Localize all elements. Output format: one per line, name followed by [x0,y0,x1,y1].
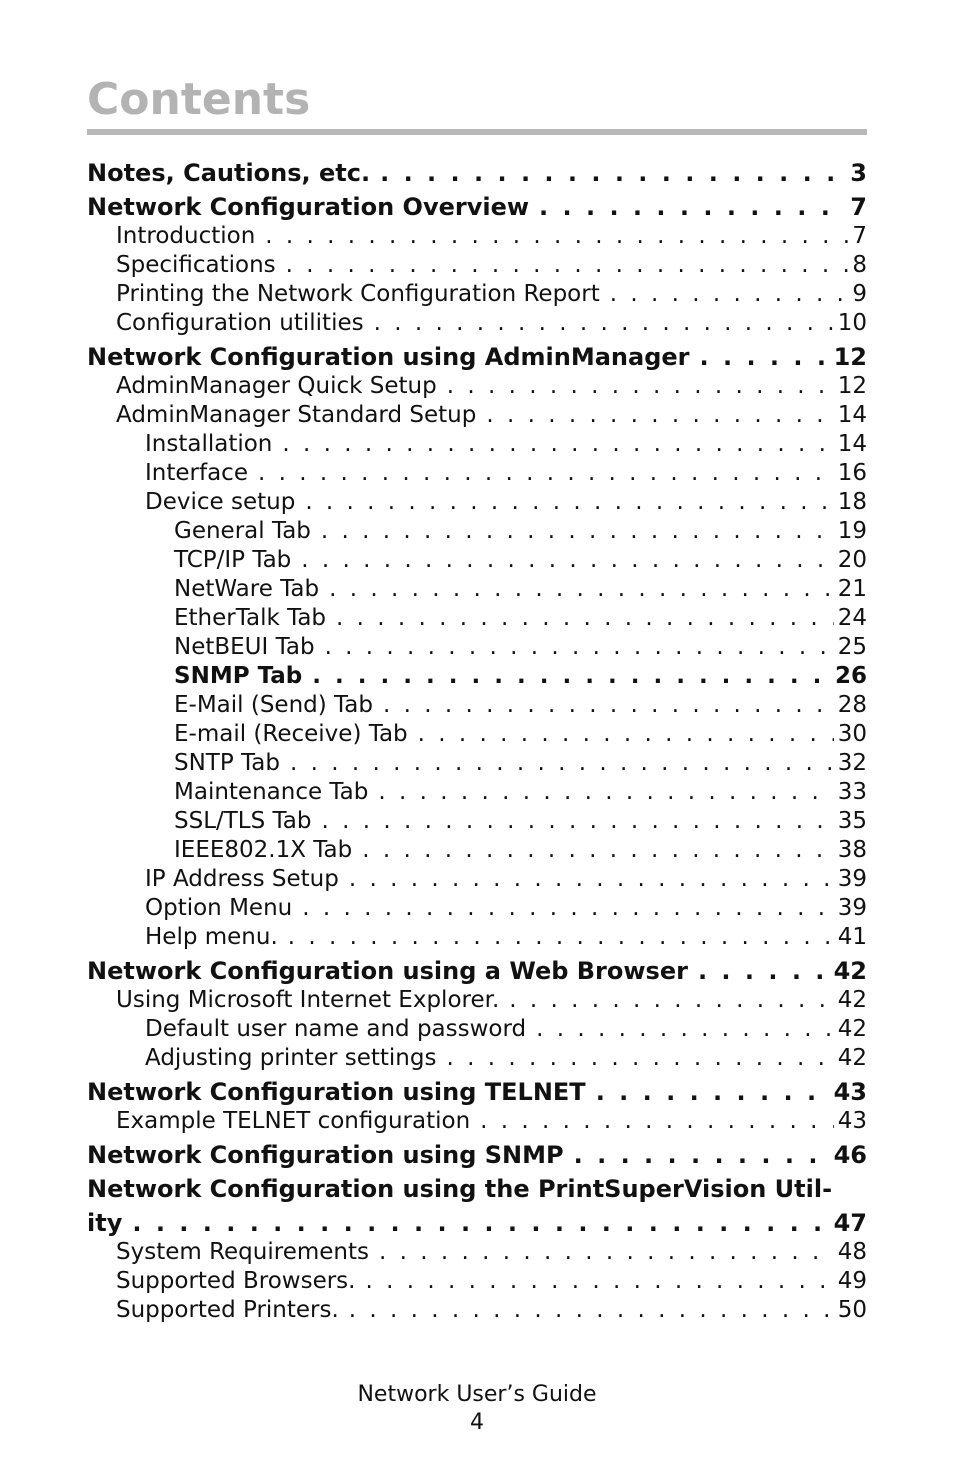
toc-entry-title: Network Configuration using a Web Browser [87,957,688,985]
toc-entry-page: 43 [833,1078,867,1106]
toc-entry-page: 50 [837,1297,867,1323]
toc-entry-title: SNTP Tab [174,750,280,776]
toc-entry[interactable] [87,865,867,894]
dot-leader [258,459,834,488]
toc-entry[interactable] [87,894,867,923]
toc-entry-title: NetBEUI Tab [174,634,315,660]
dot-leader [312,662,831,691]
toc-entry[interactable] [87,401,867,430]
toc-entry-page: 16 [837,460,867,486]
toc-entry-page: 41 [837,924,867,950]
toc-entry-page: 38 [837,837,867,863]
dot-leader [290,749,834,778]
toc-entry-title: Help menu. [145,924,278,950]
toc-entry[interactable] [87,1140,867,1170]
toc-entry[interactable] [87,633,867,662]
toc-entry-title: Device setup [145,489,296,515]
toc-entry-page: 49 [837,1268,867,1294]
toc-entry[interactable] [87,517,867,546]
toc-entry-title: E-mail (Receive) Tab [174,721,408,747]
dot-leader [380,158,846,188]
toc-entry[interactable] [87,1267,867,1296]
toc-entry[interactable] [87,1296,867,1325]
dot-leader [596,1077,830,1107]
toc-entry-page: 21 [837,576,867,602]
dot-leader [288,923,834,952]
toc-entry-page: 35 [837,808,867,834]
toc-entry[interactable] [87,222,867,251]
toc-entry-title: Installation [145,431,273,457]
toc-entry-title: Network Configuration using AdminManager [87,343,690,371]
toc-entry-page: 26 [834,663,867,689]
dot-leader [700,342,830,372]
toc-entry-page: 42 [837,1045,867,1071]
toc-entry[interactable] [87,192,867,222]
dot-leader [282,430,833,459]
toc-entry-title: Using Microsoft Internet Explorer. [116,987,500,1013]
toc-entry[interactable] [87,778,867,807]
toc-entry[interactable] [87,691,867,720]
toc-entry[interactable] [87,807,867,836]
toc-entry-title: EtherTalk Tab [174,605,327,631]
dot-leader [610,280,849,309]
dot-leader [378,778,833,807]
toc-entry-page: 25 [837,634,867,660]
dot-leader [286,251,849,280]
dot-leader [383,691,834,720]
toc-entry[interactable] [87,575,867,604]
toc-entry[interactable] [87,488,867,517]
toc-entry-page: 20 [837,547,867,573]
footer-guide-name: Network User’s Guide [357,1382,597,1407]
toc-entry-title: IP Address Setup [145,866,339,892]
toc-entry-page: 14 [837,431,867,457]
toc-entry[interactable] [87,604,867,633]
dot-leader [480,1107,834,1136]
toc-entry-title: NetWare Tab [174,576,320,602]
toc-entry[interactable] [87,836,867,865]
toc-entry[interactable] [87,372,867,401]
dot-leader [574,1140,830,1170]
toc-entry[interactable] [87,546,867,575]
toc-entry[interactable] [87,430,867,459]
dot-leader [325,633,834,662]
toc-entry-page: 7 [850,193,867,221]
toc-entry-page: 46 [833,1141,867,1169]
toc-entry-title: Network Configuration using TELNET [87,1078,586,1106]
toc-entry-page: 9 [852,281,867,307]
toc-entry-title: Configuration utilities [116,310,364,336]
dot-leader [265,222,848,251]
toc-entry-page: 39 [837,866,867,892]
page-footer [0,1381,954,1437]
toc-entry-title: E-Mail (Send) Tab [174,692,373,718]
toc-entry[interactable] [87,749,867,778]
dot-leader [321,517,834,546]
dot-leader [349,1296,834,1325]
toc-entry-page: 10 [837,310,867,336]
toc-entry-page: 12 [833,343,867,371]
dot-leader [447,372,834,401]
toc-entry-page: 3 [850,159,867,187]
toc-entry-title: AdminManager Standard Setup [116,402,477,428]
dot-leader [379,1238,834,1267]
toc-entry-title: Adjusting printer settings [145,1045,437,1071]
toc-entry-title: TCP/IP Tab [174,547,292,573]
toc-entry[interactable] [87,158,867,188]
toc-entry[interactable] [87,459,867,488]
dot-leader [329,575,834,604]
toc-entry-title: Network Configuration using the PrintSuperVision Util- [87,1175,833,1203]
toc-entry[interactable] [87,662,867,691]
dot-leader [486,401,833,430]
toc-entry[interactable] [87,1208,867,1238]
toc-entry-title: Supported Printers. [116,1297,339,1323]
toc-entry[interactable] [87,1238,867,1267]
toc-entry[interactable] [87,1107,867,1136]
dot-leader [362,836,833,865]
toc-entry-title: System Requirements [116,1239,369,1265]
toc-entry[interactable] [87,1044,867,1073]
toc-entry-title: Network Configuration using SNMP [87,1141,564,1169]
toc-entry[interactable] [87,280,867,309]
dot-leader [301,546,833,575]
toc-entry-title: SNMP Tab [174,663,303,689]
toc-entry[interactable] [87,986,867,1015]
toc-entry[interactable] [87,1015,867,1044]
dot-leader [536,1015,834,1044]
toc-entry[interactable] [87,720,867,749]
dot-leader [336,604,834,633]
toc-entry-title: Option Menu [145,895,293,921]
toc-entry[interactable] [87,309,867,338]
toc-entry-title: Printing the Network Configuration Report [116,281,600,307]
title-rule [87,129,867,135]
table-of-contents [87,158,867,1325]
dot-leader [132,1208,829,1238]
dot-leader [365,1267,833,1296]
toc-entry-title: Network Configuration Overview [87,193,530,221]
toc-entry-title: Interface [145,460,248,486]
toc-entry-title: General Tab [174,518,311,544]
dot-leader [509,986,833,1015]
dot-leader [302,894,833,923]
toc-entry-title: Default user name and password [145,1016,527,1042]
toc-entry-page: 14 [837,402,867,428]
toc-entry[interactable] [87,1077,867,1107]
toc-entry[interactable] [87,1174,867,1204]
toc-entry-title: SSL/TLS Tab [174,808,312,834]
toc-entry-page: 32 [837,750,867,776]
dot-leader [349,865,834,894]
toc-entry-page: 7 [852,223,867,249]
toc-entry-page: 18 [837,489,867,515]
toc-entry-title: Supported Browsers. [116,1268,356,1294]
toc-entry-page: 48 [837,1239,867,1265]
toc-entry-page: 33 [837,779,867,805]
toc-entry-page: 19 [837,518,867,544]
toc-entry[interactable] [87,251,867,280]
toc-entry-page: 42 [833,957,867,985]
toc-entry-title: Example TELNET configuration [116,1108,471,1134]
dot-leader [321,807,833,836]
toc-entry-page: 30 [837,721,867,747]
toc-entry-page: 12 [837,373,867,399]
toc-entry-page: 8 [852,252,867,278]
toc-entry[interactable] [87,342,867,372]
dot-leader [418,720,834,749]
toc-entry-title: ity [87,1209,123,1237]
dot-leader [539,192,846,222]
toc-entry-page: 39 [837,895,867,921]
toc-entry-title: Maintenance Tab [174,779,369,805]
toc-entry-title: Notes, Cautions, etc. [87,159,371,187]
toc-entry-title: IEEE802.1X Tab [174,837,353,863]
toc-entry-page: 28 [837,692,867,718]
toc-entry-page: 24 [837,605,867,631]
toc-entry-page: 42 [837,987,867,1013]
toc-entry-title: Specifications [116,252,276,278]
dot-leader [698,956,830,986]
toc-entry-page: 42 [837,1016,867,1042]
dot-leader [446,1044,833,1073]
page-title: Contents [87,74,311,125]
dot-leader [374,309,834,338]
toc-entry-page: 47 [833,1209,867,1237]
dot-leader [305,488,833,517]
footer-page-number: 4 [470,1410,484,1435]
toc-entry-title: AdminManager Quick Setup [116,373,437,399]
toc-entry[interactable] [87,923,867,952]
toc-entry-title: Introduction [116,223,256,249]
toc-entry[interactable] [87,956,867,986]
toc-entry-page: 43 [837,1108,867,1134]
